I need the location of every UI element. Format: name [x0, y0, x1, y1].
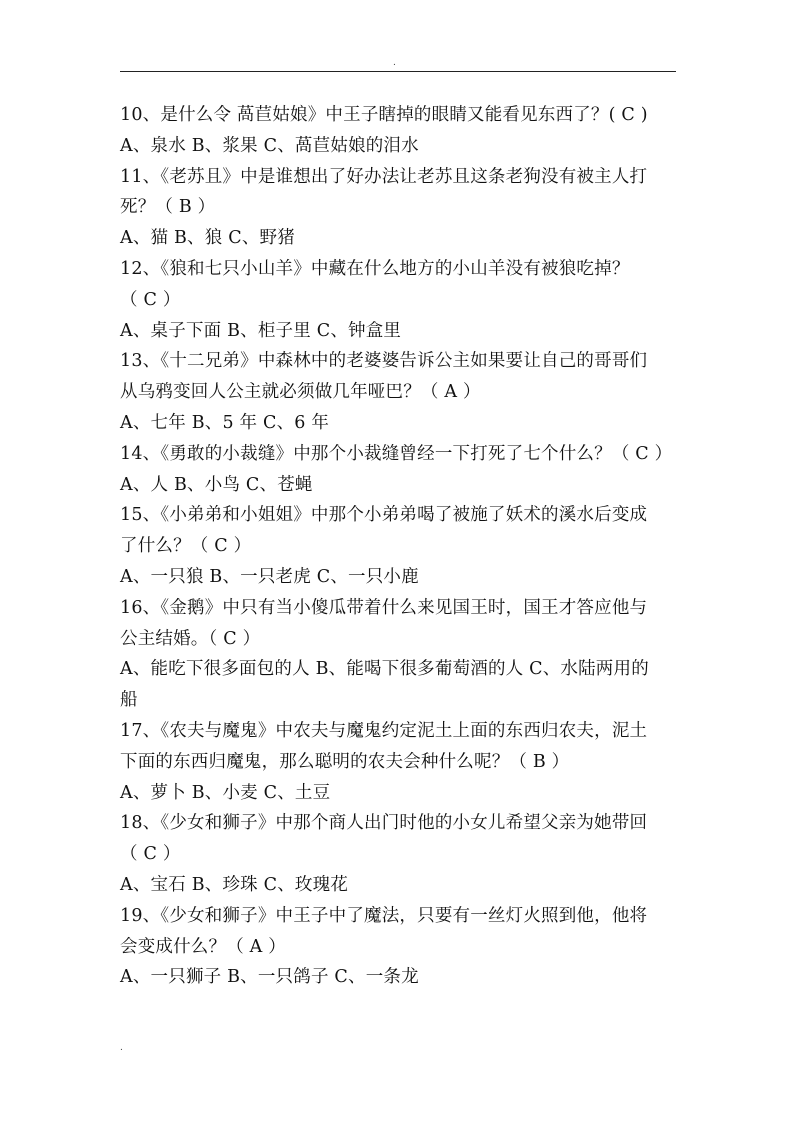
text-line: 17、《农夫与魔鬼》中农夫与魔鬼约定泥土上面的东西归农夫，泥土	[120, 720, 648, 741]
header-rule	[120, 71, 676, 72]
text-line: 会变成什么？（ A ）	[120, 936, 286, 957]
header-mark: .	[393, 58, 396, 68]
text-line: A、桌子下面 B、柜子里 C、钟盒里	[120, 320, 402, 341]
text-line: 12、《狼和七只小山羊》中藏在什么地方的小山羊没有被狼吃掉？	[120, 258, 630, 279]
text-line: 13、《十二兄弟》中森林中的老婆婆告诉公主如果要让自己的哥哥们	[120, 351, 648, 372]
text-line: A、七年 B、5 年 C、6 年	[120, 412, 330, 433]
text-line: 了什么？（ C ）	[120, 536, 252, 557]
text-line: 从乌鸦变回人公主就必须做几年哑巴？（ A ）	[120, 382, 481, 403]
text-line: 10、是什么令 萵苣姑娘》中王子瞎掉的眼睛又能看见东西了？( C )	[120, 105, 648, 125]
text-line: A、一只狼 B、一只老虎 C、一只小鹿	[120, 566, 419, 587]
text-line: 18、《少女和狮子》中那个商人出门时他的小女儿希望父亲为她带回	[120, 813, 648, 834]
text-line: A、宝石 B、珍珠 C、玫瑰花	[120, 874, 349, 895]
text-line: A、能吃下很多面包的人 B、能喝下很多葡萄酒的人 C、水陆两用的	[120, 659, 649, 680]
text-line: 14、《勇敢的小裁缝》中那个小裁缝曾经一下打死了七个什么？（ C ）	[120, 443, 673, 464]
text-line: 15、《小弟弟和小姐姐》中那个小弟弟喝了被施了妖术的溪水后变成	[120, 505, 648, 526]
text-line: 死？（ B ）	[120, 197, 216, 218]
text-line: A、泉水 B、浆果 C、萵苣姑娘的泪水	[120, 135, 419, 156]
text-line: A、人 B、小鸟 C、苍蝇	[120, 474, 313, 495]
text-line: 11、《老苏且》中是谁想出了好办法让老苏且这条老狗没有被主人打	[120, 166, 648, 187]
text-line: 下面的东西归魔鬼，那么聪明的农夫会种什么呢？（ B ）	[120, 751, 570, 772]
text-line: 公主结婚。（ C ）	[120, 628, 261, 649]
text-line: A、萝卜 B、小麦 C、土豆	[120, 782, 331, 803]
text-line: 船	[120, 690, 138, 711]
text-line: （ C ）	[120, 289, 181, 310]
text-line: A、一只狮子 B、一只鸽子 C、一条龙	[120, 967, 419, 988]
text-line: （ C ）	[120, 844, 181, 865]
footer-mark: .	[120, 1043, 123, 1053]
text-line: A、猫 B、狼 C、野猪	[120, 228, 295, 249]
quiz-content	[120, 100, 690, 993]
text-line: 16、《金鹅》中只有当小傻瓜带着什么来见国王时，国王才答应他与	[120, 597, 648, 618]
text-line: 19、《少女和狮子》中王子中了魔法，只要有一丝灯火照到他，他将	[120, 905, 648, 926]
